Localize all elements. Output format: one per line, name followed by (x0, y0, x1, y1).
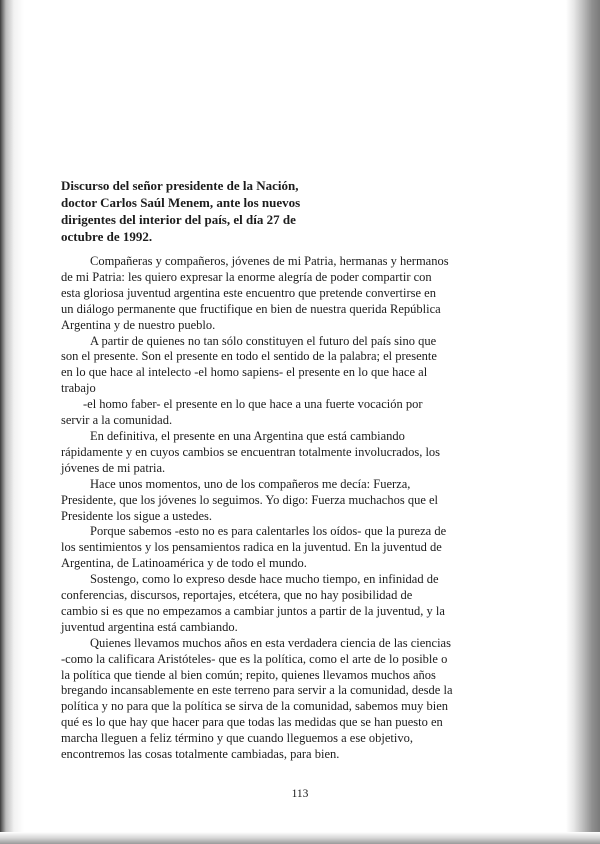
body-line: rápidamente y en cuyos cambios se encuentran totalmente involucrados, los (61, 444, 441, 459)
body-line: -como la calificara Aristóteles- que es la política, como el arte de lo posible o (61, 651, 448, 666)
body-line: jóvenes de mi patria. (61, 460, 166, 475)
body-line: servir a la comunidad. (61, 413, 173, 428)
title-line: dirigentes del interior del país, el día 27 de (61, 212, 296, 227)
body-line: encontremos las cosas totalmente cambiadas, para bien. (61, 747, 340, 762)
body-line: bregando incansablemente en este terreno para servir a la comunidad, desde la (61, 683, 453, 698)
speech-title (61, 177, 361, 245)
body-line: Argentina y de nuestro pueblo. (61, 317, 216, 332)
page-binding-edge (0, 0, 24, 844)
body-line: los sentimientos y los pensamientos radica en la juventud. En la juventud de (61, 540, 442, 555)
body-line: trabajo (61, 381, 96, 396)
title-line: Discurso del señor presidente de la Nación, (61, 178, 299, 193)
body-line: qué es lo que hay que hacer para que todas las medidas que se han puesto en (61, 715, 443, 730)
body-line: son el presente. Son el presente en todo el sentido de la palabra; el presente (61, 349, 437, 364)
title-line: octubre de 1992. (61, 229, 153, 244)
body-line: esta gloriosa juventud argentina este encuentro que pretende convertirse en (61, 285, 436, 300)
body-line: la política que tiende al bien común; repito, quienes llevamos muchos años (61, 667, 436, 682)
speech-body (61, 254, 491, 763)
body-line: un diálogo permanente que fructifique en bien de nuestra querida República (61, 301, 441, 316)
body-line: -el homo faber- el presente en lo que hace a una fuerte vocación por (83, 397, 423, 412)
body-line: Hace unos momentos, uno de los compañeros me decía: Fuerza, (90, 476, 411, 491)
body-line: de mi Patria: les quiero expresar la enorme alegría de poder compartir con (61, 269, 432, 284)
body-line: cambio si es que no empezamos a cambiar juntos a partir de la juventud, y la (61, 603, 445, 618)
body-line: Argentina, de Latinoamérica y de todo el mundo. (61, 556, 307, 571)
body-line: conferencias, discursos, reportajes, etcétera, que no hay posibilidad de (61, 588, 413, 603)
body-line: En definitiva, el presente en una Argentina que está cambiando (90, 428, 405, 443)
body-line: marcha lleguen a feliz término y que cuando lleguemos a ese objetivo, (61, 731, 413, 746)
page-right-shadow (566, 0, 600, 844)
body-line: Sostengo, como lo expreso desde hace mucho tiempo, en infinidad de (90, 572, 439, 587)
body-line: A partir de quienes no tan sólo constituyen el futuro del país sino que (90, 333, 437, 348)
body-line: Presidente los sigue a ustedes. (61, 508, 213, 523)
page-number: 113 (291, 788, 309, 800)
body-line: Compañeras y compañeros, jóvenes de mi Patria, hermanas y hermanos (90, 254, 449, 268)
page-bottom-shadow (0, 832, 600, 844)
body-line: Porque sabemos -esto no es para calentarles los oídos- que la pureza de (90, 524, 447, 539)
body-line: Quienes llevamos muchos años en esta verdadera ciencia de las ciencias (90, 635, 451, 650)
body-line: política y no para que la política se sirva de la comunidad, sabemos muy bien (61, 699, 449, 714)
title-line: doctor Carlos Saúl Menem, ante los nuevos (61, 195, 301, 210)
body-line: juventud argentina está cambiando. (61, 619, 238, 634)
body-line: en lo que hace al intelecto -el homo sapiens- el presente en lo que hace al (61, 365, 428, 380)
body-line: Presidente, que los jóvenes lo seguimos. Yo digo: Fuerza muchachos que el (61, 492, 439, 507)
